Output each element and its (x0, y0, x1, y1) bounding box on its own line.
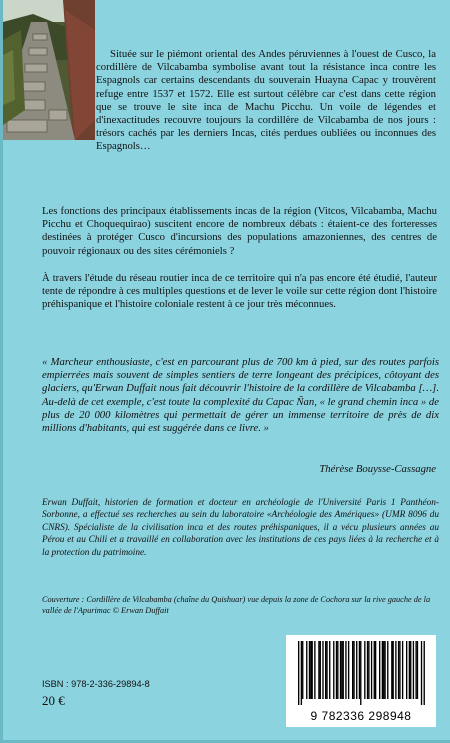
cover-photo-stone-path (3, 0, 95, 140)
isbn-label: ISBN : 978-2-336-29894-8 (42, 679, 150, 689)
barcode-bar (368, 641, 369, 699)
barcode-bar (395, 641, 396, 699)
barcode-bar (343, 641, 344, 699)
quote-block (42, 356, 439, 435)
barcode-bar (387, 641, 388, 699)
barcode-bar (375, 641, 376, 699)
barcode-bar (337, 641, 338, 699)
barcode-bar (384, 641, 385, 699)
barcode-bar (298, 641, 299, 705)
barcode-bar (382, 641, 383, 699)
barcode-bar (345, 641, 346, 699)
barcode-digits: 9 782336 298948 (310, 709, 412, 723)
paragraph-functions (42, 205, 437, 258)
barcode-bar (326, 641, 327, 699)
barcode-bar (393, 641, 394, 699)
barcode-bar (340, 641, 341, 699)
author-bio (42, 497, 439, 559)
barcode-bar (399, 641, 400, 699)
barcode-bar (364, 641, 365, 699)
barcode-bar (402, 641, 403, 699)
barcode-bar (383, 641, 384, 699)
barcode-bar (415, 641, 416, 699)
barcode-bar (417, 641, 418, 699)
barcode-bar (302, 641, 303, 699)
cover-credit (42, 594, 442, 617)
paragraph-intro (96, 48, 436, 154)
barcode-bar (424, 641, 425, 705)
barcode-bar (309, 641, 310, 699)
quote-text: « Marcheur enthousiaste, c'est en parcourant plus de 700 km à pied, sur des routes parfois empierrées mais souvent de simples sentiers de terre longeant des précipices, côtoyant des glaciers, qu'Erwan Duffait nous fait découvrir l'histoire de la cordillère de Vilcabamba […]. Au-delà de cet exemple, c'est toute la complexité du Capac Ñan, « le grand chemin inca » de plus de 20 000 kilomètres qui permettait de gérer un immense territoire de près de dix millions d'habitants, qui est suggérée dans ce livre. » (42, 356, 439, 435)
barcode-bar (413, 641, 414, 699)
barcode-bar (310, 641, 311, 699)
paragraph-intro-text: Située sur le piémont oriental des Andes péruviennes à l'ouest de Cusco, la cordillère de Vilcabamba symbolise avant tout la résistance inca contre les Espagnols car certains descendants du souverain Huayna Capac y trouvèrent refuge entre 1537 et 1572. Elle est surtout célèbre car c'est dans cette région que se trouve le site inca de Machu Picchu. Un voile de légendes et d'inexactitudes recouvre toujours la cordillère de Vilcabamba de nos jours : trésors cachés par les derniers Incas, cités perdues oubliées ou inconnues des Espagnols… (96, 48, 436, 153)
barcode-bar (421, 641, 422, 705)
barcode-bar (398, 641, 399, 699)
barcode-bar (325, 641, 326, 699)
barcode-bar (320, 641, 321, 699)
barcode-bar (333, 641, 334, 699)
price-label: 20 € (42, 693, 65, 708)
barcode-bar (359, 641, 360, 699)
barcode-bar (360, 641, 361, 705)
barcode-bar (312, 641, 313, 699)
barcode-bar (379, 641, 380, 699)
barcode-bar (353, 641, 354, 699)
barcode-bar (306, 641, 307, 699)
barcode-bar (406, 641, 407, 699)
barcode-bar (374, 641, 375, 699)
barcode-bar (318, 641, 319, 699)
cover-credit-text: Couverture : Cordillère de Vilcabamba (chaîne du Quishuar) vue depuis la zone de Cochora sur la rive gauche de la vallée de l'Apurimac © Erwan Duffait (42, 595, 431, 616)
quote-author: Thérèse Bouysse-Cassagne (319, 463, 436, 475)
barcode-bar (356, 641, 357, 699)
barcode-bar (341, 641, 342, 699)
barcode-bar (371, 641, 372, 699)
barcode (286, 635, 436, 727)
barcode-bar (410, 641, 411, 699)
barcode-bar (348, 641, 349, 699)
paragraph-study (42, 272, 437, 312)
barcode-bar (367, 641, 368, 699)
barcode-bar (336, 641, 337, 699)
barcode-bar (391, 641, 392, 699)
barcode-bars-icon (286, 635, 436, 707)
barcode-bar (352, 641, 353, 699)
paragraph-study-text: À travers l'étude du réseau routier inca de ce territoire qui n'a pas encore été étudié, l'auteur tente de répondre à ces multiples questions et de lever le voile sur cette région dont l'histoire préhispanique et l'histoire coloniale restent à ce jour très méconnues. (42, 272, 437, 311)
barcode-bar (409, 641, 410, 699)
author-bio-text: Erwan Duffait, historien de formation et docteur en archéologie de l'Université Paris 1 Panthéon-Sorbonne, a effectué ses recherches au sein du laboratoire «Archéologie des Amériques» (UMR 8096 du CNRS). Spécialiste de la civilisation inca et des routes préhispaniques, il a vécu plusieurs années au Pérou et au Chili et a travaillé en collaboration avec les institutions de ces pays liées à la recherche et à la protection du patrimoine. (42, 498, 439, 558)
barcode-bar (329, 641, 330, 699)
paragraph-functions-text: Les fonctions des principaux établissements incas de la région (Vitcos, Vilcabamba, Machu Picchu et Choquequirao) suscitent encore de nombreux débats : étaient-ce des forteresses destinées à protéger Cusco d'incursions des populations amazoniennes, des centres de pouvoir régionaux ou des sites cérémoniels ? (42, 205, 437, 257)
barcode-bar (322, 641, 323, 699)
barcode-bar (314, 641, 315, 699)
barcode-bar (301, 641, 302, 705)
